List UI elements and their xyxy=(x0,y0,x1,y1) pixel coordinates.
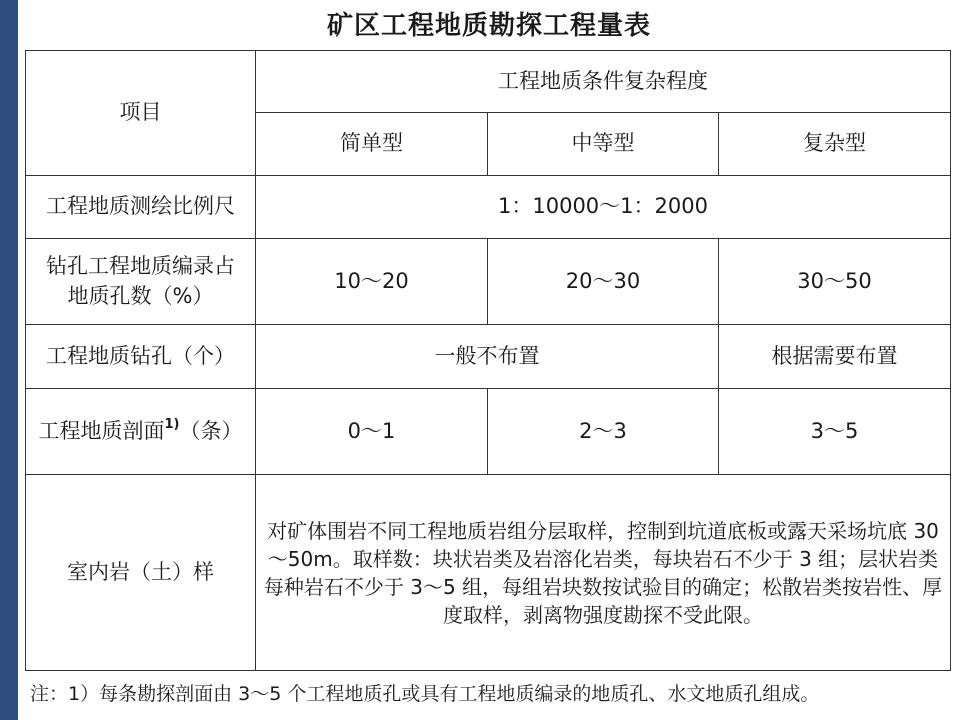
sample-description: 对矿体围岩不同工程地质岩组分层取样，控制到坑道底板或露天采场坑底 30～50m。取样数：块状岩类及岩溶化岩类，每块岩石不少于 3 组；层状岩类每种岩石不少于 3～5 组，每组岩块数按试验目的确定；松散岩类按岩性、厚度取样，剥离物强度勘探不受此限。 xyxy=(256,475,951,671)
footnote: 注：1）每条勘探剖面由 3～5 个工程地质孔或具有工程地质编录的地质孔、水文地质孔组成。 xyxy=(30,683,820,705)
left-decorative-bar xyxy=(0,0,18,720)
profile-medium: 2～3 xyxy=(488,389,719,475)
row-label: 工程地质测绘比例尺 xyxy=(26,176,256,239)
header-row-1 xyxy=(26,51,951,113)
profile-label-unit: （条） xyxy=(179,419,243,444)
row-profile xyxy=(26,389,951,475)
survey-quantity-table xyxy=(25,50,951,671)
drill-ratio-simple: 10～20 xyxy=(256,239,488,325)
footnote-marker: 1) xyxy=(164,417,180,433)
drill-ratio-complex: 30～50 xyxy=(719,239,951,325)
profile-simple: 0～1 xyxy=(256,389,488,475)
row-mapping-scale xyxy=(26,176,951,239)
row-drill-ratio xyxy=(26,239,951,325)
header-level-medium: 中等型 xyxy=(488,113,719,176)
eng-drill-complex: 根据需要布置 xyxy=(719,325,951,389)
row-samples xyxy=(26,475,951,671)
header-item: 项目 xyxy=(26,51,256,176)
row-label: 室内岩（土）样 xyxy=(26,475,256,671)
drill-ratio-medium: 20～30 xyxy=(488,239,719,325)
scale-value: 1：10000～1：2000 xyxy=(256,176,951,239)
row-eng-drill xyxy=(26,325,951,389)
header-level-complex: 复杂型 xyxy=(719,113,951,176)
row-label-line1: 钻孔工程地质编录占 xyxy=(46,254,235,279)
row-label-line2: 地质孔数（%） xyxy=(67,283,214,308)
header-level-simple: 简单型 xyxy=(256,113,488,176)
row-label xyxy=(26,239,256,325)
profile-label-text: 工程地质剖面 xyxy=(38,419,165,444)
profile-complex: 3～5 xyxy=(719,389,951,475)
eng-drill-simple-medium: 一般不布置 xyxy=(256,325,719,389)
table-title: 矿区工程地质勘探工程量表 xyxy=(326,11,651,41)
header-complexity: 工程地质条件复杂程度 xyxy=(256,51,951,113)
row-label: 工程地质钻孔（个） xyxy=(26,325,256,389)
row-label xyxy=(26,389,256,475)
